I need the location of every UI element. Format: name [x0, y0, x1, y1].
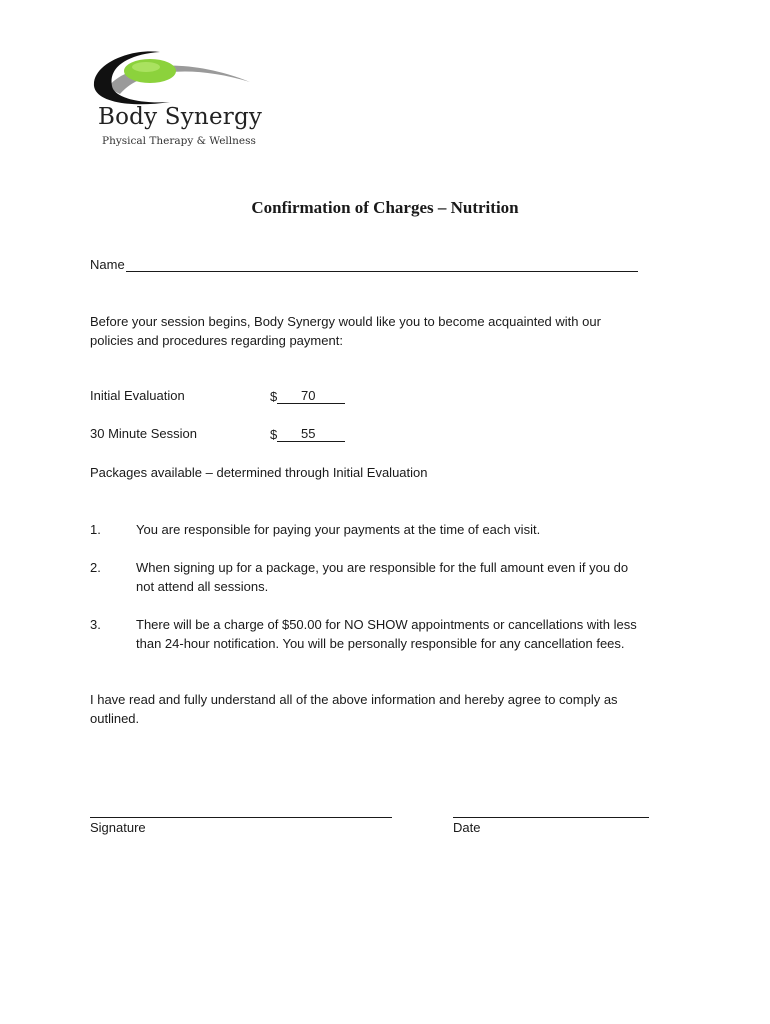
list-number: 1.: [90, 522, 101, 537]
logo-tagline: Physical Therapy & Wellness: [102, 135, 256, 147]
list-text-line: There will be a charge of $50.00 for NO SHOW appointments or cancellations with less: [136, 617, 637, 632]
signature-label: Signature: [90, 820, 146, 835]
agreement-line-1: I have read and fully understand all of the above information and hereby agree to comply as: [90, 692, 618, 707]
fee-amount: 55: [277, 426, 345, 442]
list-text-line: than 24-hour notification. You will be personally responsible for any cancellation fees.: [136, 636, 625, 651]
list-text: [136, 615, 676, 653]
packages-note: Packages available – determined through Initial Evaluation: [90, 465, 428, 480]
fee-value-initial-evaluation: [270, 388, 345, 404]
body-synergy-logo: [90, 46, 263, 151]
list-number: 3.: [90, 617, 101, 632]
fee-label-30-minute-session: 30 Minute Session: [90, 426, 197, 441]
signature-blank-line[interactable]: [90, 816, 392, 818]
list-number: 2.: [90, 560, 101, 575]
logo-name: Body Synergy: [98, 104, 263, 130]
date-blank-line[interactable]: [453, 816, 649, 818]
intro-line-2: policies and procedures regarding payment:: [90, 333, 343, 348]
page-title: Confirmation of Charges – Nutrition: [251, 198, 519, 217]
list-text-line: not attend all sessions.: [136, 579, 269, 594]
name-label: Name: [90, 257, 125, 272]
list-text-line: You are responsible for paying your payments at the time of each visit.: [136, 522, 541, 537]
list-text: [136, 520, 676, 539]
fee-amount: 70: [277, 388, 345, 404]
fee-currency: $: [270, 427, 278, 442]
logo-swoosh-icon: [90, 46, 260, 106]
agreement-line-2: outlined.: [90, 711, 140, 726]
list-text-line: When signing up for a package, you are responsible for the full amount even if you do: [136, 560, 629, 575]
intro-line-1: Before your session begins, Body Synergy would like you to become acquainted with our: [90, 314, 601, 329]
fee-label-initial-evaluation: Initial Evaluation: [90, 388, 185, 403]
fee-currency: $: [270, 389, 278, 404]
list-text: [136, 558, 676, 596]
name-field-row: [90, 256, 638, 272]
date-label: Date: [453, 820, 481, 835]
name-blank-line[interactable]: [126, 256, 638, 272]
fee-value-30-minute-session: [270, 426, 345, 442]
